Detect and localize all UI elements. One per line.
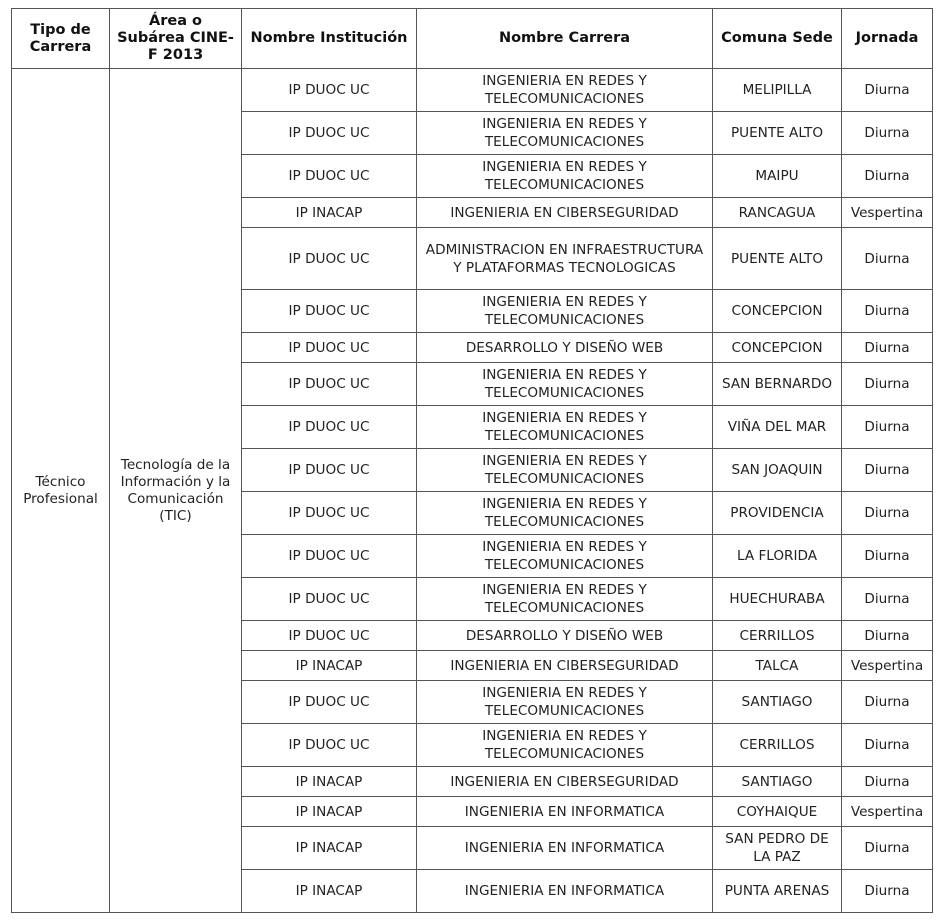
comuna-cell: SAN PEDRO DE LA PAZ	[713, 827, 842, 870]
carrera-cell: ADMINISTRACION EN INFRAESTRUCTURA Y PLATAFORMAS TECNOLOGICAS	[417, 228, 713, 290]
comuna-cell: CERRILLOS	[713, 621, 842, 651]
comuna-cell: SANTIAGO	[713, 767, 842, 797]
carrera-cell: DESARROLLO Y DISEÑO WEB	[417, 333, 713, 363]
jornada-cell: Diurna	[842, 69, 933, 112]
comuna-cell: COYHAIQUE	[713, 797, 842, 827]
carrera-cell: INGENIERIA EN REDES Y TELECOMUNICACIONES	[417, 578, 713, 621]
institucion-cell: IP DUOC UC	[242, 535, 417, 578]
table-row	[12, 69, 933, 112]
institucion-cell: IP DUOC UC	[242, 492, 417, 535]
comuna-cell: MAIPU	[713, 155, 842, 198]
carrera-cell: INGENIERIA EN CIBERSEGURIDAD	[417, 651, 713, 681]
comuna-cell: TALCA	[713, 651, 842, 681]
comuna-cell: PUNTA ARENAS	[713, 870, 842, 913]
jornada-cell: Diurna	[842, 578, 933, 621]
institucion-cell: IP DUOC UC	[242, 449, 417, 492]
jornada-cell: Vespertina	[842, 797, 933, 827]
header-carrera: Nombre Carrera	[417, 9, 713, 69]
jornada-cell: Diurna	[842, 228, 933, 290]
carrera-cell: INGENIERIA EN REDES Y TELECOMUNICACIONES	[417, 535, 713, 578]
jornada-cell: Diurna	[842, 406, 933, 449]
comuna-cell: CONCEPCION	[713, 290, 842, 333]
institucion-cell: IP INACAP	[242, 797, 417, 827]
jornada-cell: Diurna	[842, 870, 933, 913]
institucion-cell: IP INACAP	[242, 767, 417, 797]
jornada-cell: Diurna	[842, 112, 933, 155]
carrera-cell: INGENIERIA EN CIBERSEGURIDAD	[417, 198, 713, 228]
header-row	[12, 9, 933, 69]
jornada-cell: Diurna	[842, 827, 933, 870]
carrera-cell: INGENIERIA EN REDES Y TELECOMUNICACIONES	[417, 449, 713, 492]
comuna-cell: SAN JOAQUIN	[713, 449, 842, 492]
table-body	[12, 69, 933, 913]
jornada-cell: Diurna	[842, 363, 933, 406]
carrera-cell: INGENIERIA EN REDES Y TELECOMUNICACIONES	[417, 724, 713, 767]
jornada-cell: Diurna	[842, 333, 933, 363]
institucion-cell: IP INACAP	[242, 870, 417, 913]
carrera-cell: INGENIERIA EN REDES Y TELECOMUNICACIONES	[417, 492, 713, 535]
jornada-cell: Vespertina	[842, 651, 933, 681]
institucion-cell: IP DUOC UC	[242, 621, 417, 651]
institucion-cell: IP INACAP	[242, 651, 417, 681]
header-tipo-carrera: Tipo de Carrera	[12, 9, 110, 69]
comuna-cell: HUECHURABA	[713, 578, 842, 621]
header-area: Área o Subárea CINE-F 2013	[110, 9, 242, 69]
comuna-cell: CONCEPCION	[713, 333, 842, 363]
carrera-cell: INGENIERIA EN INFORMATICA	[417, 870, 713, 913]
jornada-cell: Vespertina	[842, 198, 933, 228]
institucion-cell: IP DUOC UC	[242, 724, 417, 767]
jornada-cell: Diurna	[842, 155, 933, 198]
institucion-cell: IP DUOC UC	[242, 155, 417, 198]
jornada-cell: Diurna	[842, 535, 933, 578]
carrera-cell: INGENIERIA EN REDES Y TELECOMUNICACIONES	[417, 681, 713, 724]
jornada-cell: Diurna	[842, 621, 933, 651]
comuna-cell: MELIPILLA	[713, 69, 842, 112]
institucion-cell: IP DUOC UC	[242, 69, 417, 112]
comuna-cell: SANTIAGO	[713, 681, 842, 724]
jornada-cell: Diurna	[842, 449, 933, 492]
carrera-cell: INGENIERIA EN INFORMATICA	[417, 797, 713, 827]
careers-table	[11, 8, 933, 913]
institucion-cell: IP DUOC UC	[242, 228, 417, 290]
institucion-cell: IP DUOC UC	[242, 290, 417, 333]
header-comuna: Comuna Sede	[713, 9, 842, 69]
institucion-cell: IP DUOC UC	[242, 333, 417, 363]
institucion-cell: IP INACAP	[242, 827, 417, 870]
institucion-cell: IP DUOC UC	[242, 363, 417, 406]
institucion-cell: IP DUOC UC	[242, 578, 417, 621]
jornada-cell: Diurna	[842, 681, 933, 724]
institucion-cell: IP INACAP	[242, 198, 417, 228]
institucion-cell: IP DUOC UC	[242, 681, 417, 724]
carrera-cell: INGENIERIA EN REDES Y TELECOMUNICACIONES	[417, 112, 713, 155]
header-jornada: Jornada	[842, 9, 933, 69]
jornada-cell: Diurna	[842, 492, 933, 535]
jornada-cell: Diurna	[842, 290, 933, 333]
carrera-cell: INGENIERIA EN REDES Y TELECOMUNICACIONES	[417, 290, 713, 333]
institucion-cell: IP DUOC UC	[242, 406, 417, 449]
comuna-cell: PROVIDENCIA	[713, 492, 842, 535]
carrera-cell: INGENIERIA EN REDES Y TELECOMUNICACIONES	[417, 69, 713, 112]
jornada-cell: Diurna	[842, 767, 933, 797]
comuna-cell: SAN BERNARDO	[713, 363, 842, 406]
area-cell: Tecnología de la Información y la Comunicación (TIC)	[110, 69, 242, 913]
carrera-cell: INGENIERIA EN CIBERSEGURIDAD	[417, 767, 713, 797]
jornada-cell: Diurna	[842, 724, 933, 767]
comuna-cell: LA FLORIDA	[713, 535, 842, 578]
comuna-cell: PUENTE ALTO	[713, 228, 842, 290]
carrera-cell: INGENIERIA EN REDES Y TELECOMUNICACIONES	[417, 363, 713, 406]
institucion-cell: IP DUOC UC	[242, 112, 417, 155]
carrera-cell: INGENIERIA EN INFORMATICA	[417, 827, 713, 870]
carrera-cell: DESARROLLO Y DISEÑO WEB	[417, 621, 713, 651]
comuna-cell: PUENTE ALTO	[713, 112, 842, 155]
tipo-carrera-cell: Técnico Profesional	[12, 69, 110, 913]
comuna-cell: RANCAGUA	[713, 198, 842, 228]
comuna-cell: CERRILLOS	[713, 724, 842, 767]
carrera-cell: INGENIERIA EN REDES Y TELECOMUNICACIONES	[417, 406, 713, 449]
header-institucion: Nombre Institución	[242, 9, 417, 69]
carrera-cell: INGENIERIA EN REDES Y TELECOMUNICACIONES	[417, 155, 713, 198]
comuna-cell: VIÑA DEL MAR	[713, 406, 842, 449]
